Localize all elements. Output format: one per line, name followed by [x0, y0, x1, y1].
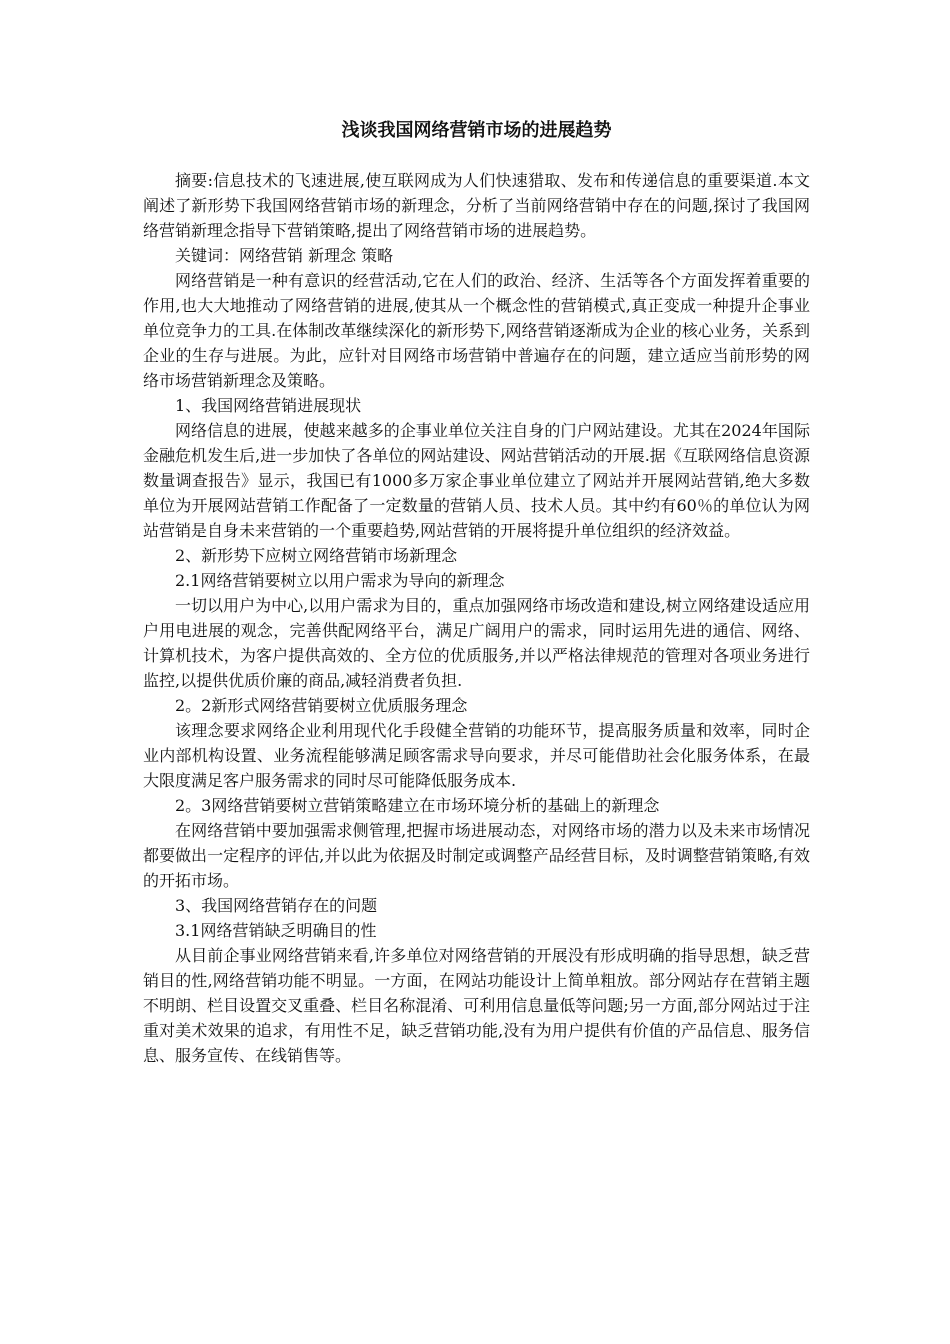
subsection-2-1-paragraph: 一切以用户为中心,以用户需求为目的，重点加强网络市场改造和建设,树立网络建设适应用户用电进展的观念，完善供配网络平台，满足广阔用户的需求，同时运用先进的通信、网络、计算机技术，为客户提供高效的、全方位的优质服务,并以严格法律规范的管理对各项业务进行监控,以提供优质价廉的商品,减轻消费者负担. [143, 596, 810, 690]
abstract-paragraph: 摘要:信息技术的飞速进展,使互联网成为人们快速猎取、发布和传递信息的重要渠道.本文阐述了新形势下我国网络营销市场的新理念，分析了当前网络营销中存在的问题,探讨了我国网络营销新理念指导下营销策略,提出了网络营销市场的进展趋势。 [143, 171, 810, 240]
section-1-paragraph: 网络信息的进展，使越来越多的企事业单位关注自身的门户网站建设。尤其在2024年国际金融危机发生后,进一步加快了各单位的网站建设、网站营销活动的开展.据《互联网络信息资源数量调查报告》显示，我国已有1000多万家企事业单位建立了网站并开展网站营销,绝大多数单位为开展网站营销工作配备了一定数量的营销人员、技术人员。其中约有60％的单位认为网站营销是自身未来营销的一个重要趋势,网站营销的开展将提升单位组织的经济效益。 [143, 421, 810, 540]
subsection-2-2-paragraph: 该理念要求网络企业利用现代化手段健全营销的功能环节，提高服务质量和效率，同时企业内部机构设置、业务流程能够满足顾客需求导向要求，并尽可能借助社会化服务体系，在最大限度满足客户服务需求的同时尽可能降低服务成本. [143, 721, 810, 790]
section-heading-3: 3、我国网络营销存在的问题 [175, 896, 378, 915]
intro-paragraph: 网络营销是一种有意识的经营活动,它在人们的政治、经济、生活等各个方面发挥着重要的作用,也大大地推动了网络营销的进展,使其从一个概念性的营销模式,真正变成一种提升企事业单位竞争力的工具.在体制改革继续深化的新形势下,网络营销逐渐成为企业的核心业务，关系到企业的生存与进展。为此，应针对目网络市场营销中普遍存在的问题，建立适应当前形势的网络市场营销新理念及策略。 [143, 271, 810, 390]
subsection-heading-2-1: 2.1网络营销要树立以用户需求为导向的新理念 [175, 571, 505, 590]
subsection-3-1-paragraph: 从目前企事业网络营销来看,许多单位对网络营销的开展没有形成明确的指导思想，缺乏营销目的性,网络营销功能不明显。一方面，在网站功能设计上简单粗放。部分网站存在营销主题不明朗、栏目设置交叉重叠、栏目名称混淆、可利用信息量低等问题;另一方面,部分网站过于注重对美术效果的追求，有用性不足，缺乏营销功能,没有为用户提供有价值的产品信息、服务信息、服务宣传、在线销售等。 [143, 946, 810, 1065]
subsection-heading-2-3: 2。3网络营销要树立营销策略建立在市场环境分析的基础上的新理念 [175, 796, 660, 815]
subsection-heading-3-1: 3.1网络营销缺乏明确目的性 [175, 921, 377, 940]
subsection-2-3-paragraph: 在网络营销中要加强需求侧管理,把握市场进展动态，对网络市场的潜力以及未来市场情况都要做出一定程序的评估,并以此为依据及时制定或调整产品经营目标，及时调整营销策略,有效的开拓市场。 [143, 821, 810, 890]
document-body [143, 118, 810, 1068]
section-heading-1: 1、我国网络营销进展现状 [175, 396, 362, 415]
section-heading-2: 2、新形势下应树立网络营销市场新理念 [175, 546, 458, 565]
subsection-heading-2-2: 2。2新形式网络营销要树立优质服务理念 [175, 696, 468, 715]
document-title: 浅谈我国网络营销市场的进展趋势 [341, 120, 612, 141]
keywords-line: 关键词：网络营销 新理念 策略 [175, 246, 394, 265]
